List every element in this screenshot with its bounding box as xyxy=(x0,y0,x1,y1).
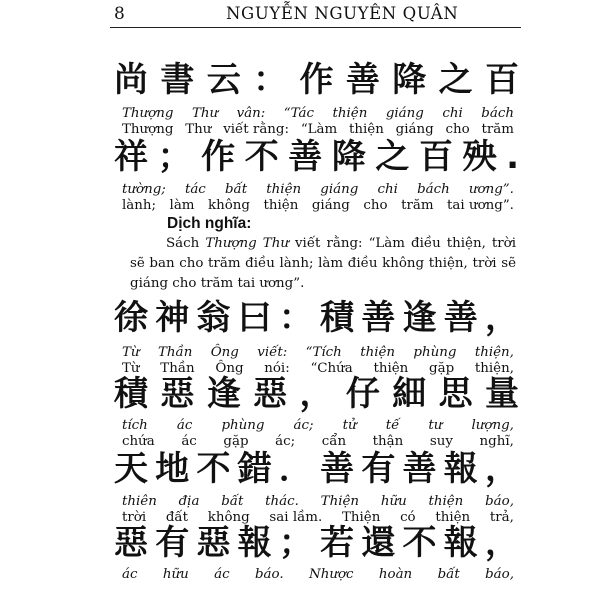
hanzi-char: 有 xyxy=(155,523,190,563)
word: Thư xyxy=(185,122,212,137)
translation-text-after: viết rằng: “Làm điều thiện, trời sẽ ban cho trăm điều lành; làm điều không thiện, trời sẽ giáng cho trăm tai ương”. xyxy=(130,236,516,291)
hanzi-char: 降 xyxy=(331,137,366,177)
hanzi-char: 云 xyxy=(206,60,241,100)
word: tử xyxy=(342,418,357,433)
word: Nhược xyxy=(308,567,354,582)
hanzi-char: . xyxy=(506,137,519,177)
hanzi-char: 尚 xyxy=(114,60,148,100)
reading-line xyxy=(122,345,514,361)
word: báo. xyxy=(254,567,284,582)
hanzi-char: ， xyxy=(484,298,519,338)
word: suy xyxy=(429,434,453,449)
word: Thiện xyxy=(341,510,381,525)
hanzi-char: 積 xyxy=(320,298,355,338)
hanzi-char: 惡 xyxy=(253,374,288,414)
word: phùng xyxy=(413,345,457,360)
hanzi-char: ； xyxy=(157,137,192,177)
word: bất xyxy=(221,494,244,509)
hanzi-char: 善 xyxy=(345,60,380,100)
word: chi xyxy=(442,106,463,121)
reading-line xyxy=(122,182,514,198)
hanzi-char: 報 xyxy=(443,523,478,563)
word: tích xyxy=(122,418,148,433)
hanzi-char: ， xyxy=(484,523,519,563)
word: “Chứa xyxy=(310,361,353,376)
gloss-line xyxy=(122,434,514,450)
reading-line xyxy=(122,567,514,583)
hanzi-char: 殃 xyxy=(462,137,497,177)
hanzi-char: 降 xyxy=(392,60,427,100)
hanzi-char: 之 xyxy=(438,60,473,100)
hanzi-char: 祥 xyxy=(114,137,148,177)
word: ác; xyxy=(275,434,296,449)
hanzi-char: 善 xyxy=(402,449,437,489)
word: hoàn xyxy=(378,567,413,582)
word: Thượng xyxy=(122,122,174,137)
hanzi-char: 還 xyxy=(361,523,396,563)
hanzi-char: 善 xyxy=(443,298,478,338)
word: thiện xyxy=(373,361,409,376)
word: bất xyxy=(224,182,248,197)
hanzi-char: 有 xyxy=(361,449,396,489)
word: Thần xyxy=(160,361,195,376)
hanzi-line xyxy=(114,137,519,177)
hanzi-char: ． xyxy=(278,449,313,489)
hanzi-char: 之 xyxy=(375,137,410,177)
word: lượng, xyxy=(471,418,514,433)
gloss-line xyxy=(122,122,514,138)
word: “Làm xyxy=(300,122,338,137)
hanzi-char: ， xyxy=(299,374,334,414)
hanzi-char: 作 xyxy=(201,137,236,177)
hanzi-char: 報 xyxy=(237,523,272,563)
word: cho xyxy=(445,122,470,137)
reading-line xyxy=(122,418,514,434)
word: thiện xyxy=(428,494,464,509)
word: thiện, xyxy=(474,361,514,376)
word: địa xyxy=(178,494,200,509)
word: phùng xyxy=(221,418,265,433)
word: Từ xyxy=(122,345,140,360)
word: ác xyxy=(176,418,193,433)
hanzi-char: ： xyxy=(253,60,288,100)
hanzi-char: ； xyxy=(278,523,313,563)
word: thiện xyxy=(435,510,471,525)
word: viết: xyxy=(257,345,288,360)
translation-paragraph xyxy=(130,234,516,294)
hanzi-char: 善 xyxy=(361,298,396,338)
hanzi-char: 量 xyxy=(485,374,519,414)
word: Từ xyxy=(122,361,140,376)
word: tai ương”. xyxy=(447,198,514,213)
word: chi xyxy=(377,182,398,197)
hanzi-char: 細 xyxy=(392,374,427,414)
word: bách xyxy=(417,182,450,197)
hanzi-char: 報 xyxy=(443,449,478,489)
word: gặp xyxy=(223,434,249,449)
word: không xyxy=(207,510,250,525)
hanzi-char: 地 xyxy=(155,449,190,489)
word: “Tích xyxy=(305,345,342,360)
word: đất xyxy=(165,510,189,525)
hanzi-char: 百 xyxy=(485,60,519,100)
word: tế xyxy=(385,418,400,433)
reading-line xyxy=(122,106,514,122)
word: nói: xyxy=(264,361,290,376)
word: tường; xyxy=(122,182,166,197)
word: thiên xyxy=(122,494,157,509)
word: thiện xyxy=(360,345,396,360)
word: Thiện xyxy=(320,494,360,509)
word: thận xyxy=(372,434,404,449)
word: báo, xyxy=(485,567,514,582)
page-header xyxy=(0,0,600,30)
word: thiện xyxy=(263,198,299,213)
hanzi-line xyxy=(114,449,519,489)
word: ác xyxy=(181,434,197,449)
hanzi-char: 徐 xyxy=(114,298,148,338)
word: thiện xyxy=(332,106,368,121)
word: không xyxy=(208,198,250,213)
word: ương”. xyxy=(468,182,514,197)
word: Thượng xyxy=(122,106,174,121)
hanzi-char: 惡 xyxy=(160,374,195,414)
word: có xyxy=(400,510,416,525)
hanzi-char: 逢 xyxy=(206,374,241,414)
hanzi-char: 善 xyxy=(320,449,355,489)
word: viết rằng: xyxy=(223,122,290,137)
hanzi-char: 曰 xyxy=(237,298,272,338)
hanzi-char: 積 xyxy=(114,374,148,414)
word: gặp xyxy=(429,361,455,376)
hanzi-char: ， xyxy=(484,449,519,489)
reading-line xyxy=(122,494,514,510)
word: chứa xyxy=(122,434,155,449)
word: ác xyxy=(214,567,230,582)
hanzi-line xyxy=(114,298,519,338)
header-rule xyxy=(110,27,521,28)
word: ác; xyxy=(293,418,314,433)
word: sai lầm. xyxy=(269,510,323,525)
hanzi-char: 惡 xyxy=(196,523,231,563)
word: lành; xyxy=(122,198,157,213)
word: ác xyxy=(122,567,138,582)
hanzi-char: 惡 xyxy=(114,523,148,563)
translation-text-before: Sách xyxy=(166,236,206,251)
hanzi-char: 逢 xyxy=(402,298,437,338)
word: thiện xyxy=(266,182,302,197)
hanzi-char: 翁 xyxy=(196,298,231,338)
word: bất xyxy=(437,567,460,582)
word: cẩn xyxy=(321,434,347,449)
hanzi-char: 作 xyxy=(299,60,334,100)
hanzi-char: 天 xyxy=(114,449,148,489)
word: hữu xyxy=(380,494,407,509)
translation-text-book-title: Thượng Thư xyxy=(205,236,289,251)
word: giáng xyxy=(395,122,434,137)
hanzi-char: 錯 xyxy=(237,449,272,489)
hanzi-char: 百 xyxy=(418,137,453,177)
hanzi-char: 仔 xyxy=(345,374,380,414)
hanzi-char: 思 xyxy=(438,374,473,414)
hanzi-char: 神 xyxy=(155,298,190,338)
hanzi-char: 不 xyxy=(402,523,437,563)
hanzi-char: 善 xyxy=(288,137,323,177)
gloss-line xyxy=(122,198,514,214)
word: Ông xyxy=(215,361,244,376)
hanzi-char: 書 xyxy=(160,60,195,100)
word: thác. xyxy=(265,494,299,509)
hanzi-char: ： xyxy=(278,298,313,338)
hanzi-line xyxy=(114,374,519,414)
word: thiện xyxy=(349,122,384,137)
hanzi-line xyxy=(114,60,519,100)
word: làm xyxy=(169,198,195,213)
word: Ông xyxy=(210,345,239,360)
word: trời xyxy=(122,510,147,525)
word: giáng xyxy=(385,106,424,121)
running-title: NGUYỄN NGUYÊN QUÂN xyxy=(226,4,459,23)
word: Thần xyxy=(157,345,193,360)
word: giáng xyxy=(311,198,350,213)
hanzi-char: 不 xyxy=(196,449,231,489)
word: trăm xyxy=(481,122,514,137)
word: trăm xyxy=(401,198,434,213)
word: hữu xyxy=(162,567,189,582)
hanzi-char: 若 xyxy=(320,523,355,563)
hanzi-char: 不 xyxy=(244,137,279,177)
word: nghĩ, xyxy=(479,434,514,449)
word: trả, xyxy=(489,510,514,525)
word: tác xyxy=(184,182,206,197)
word: Thư xyxy=(191,106,219,121)
hanzi-line xyxy=(114,523,519,563)
word: bách xyxy=(481,106,514,121)
word: cho xyxy=(363,198,388,213)
word: báo, xyxy=(485,494,514,509)
page-number: 8 xyxy=(114,4,125,24)
word: giáng xyxy=(320,182,359,197)
word: vân: xyxy=(236,106,266,121)
word: thiện, xyxy=(474,345,514,360)
word: tư xyxy=(428,418,443,433)
word: “Tác xyxy=(283,106,315,121)
translation-heading: Dịch nghĩa: xyxy=(167,215,252,232)
